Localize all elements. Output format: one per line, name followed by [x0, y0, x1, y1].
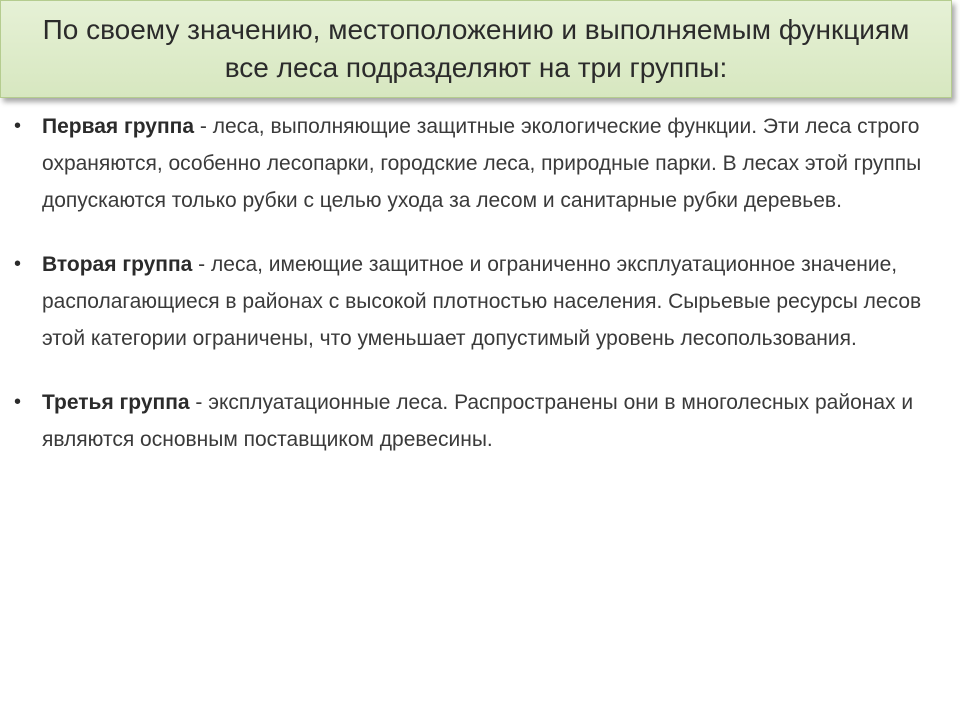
- slide-title-box: [0, 0, 952, 98]
- bullet-text: - леса, выполняющие защитные экологические функции. Эти леса строго охраняются, особенно лесопарки, городские леса, природные парки. В лесах этой группы допускаются только рубки с целью ухода за лесом и санитарные рубки деревьев.: [42, 115, 922, 212]
- bullet-term: Третья группа: [42, 391, 190, 414]
- bullet-term: Вторая группа: [42, 253, 193, 276]
- bullet-item-third-group: [0, 384, 960, 458]
- bullet-item-second-group: [0, 246, 960, 357]
- bullet-icon: •: [14, 115, 22, 137]
- bullet-icon: •: [14, 253, 22, 275]
- bullet-text: - леса, имеющие защитное и ограниченно эксплуатационное значение, располагающиеся в районах с высокой плотностью населения. Сырьевые ресурсы лесов этой категории ограничены, что уменьшает допустимый уровень лесопользования.: [42, 253, 922, 350]
- bullet-text: - эксплуатационные леса. Распространены они в многолесных районах и являются основным поставщиком древесины.: [42, 391, 914, 451]
- bullet-list: [0, 108, 960, 458]
- bullet-icon: •: [14, 391, 22, 413]
- slide-title: По своему значению, местоположению и выполняемым функциям все леса подразделяют на три группы:: [42, 14, 910, 83]
- bullet-item-first-group: [0, 108, 960, 219]
- bullet-term: Первая группа: [42, 115, 195, 138]
